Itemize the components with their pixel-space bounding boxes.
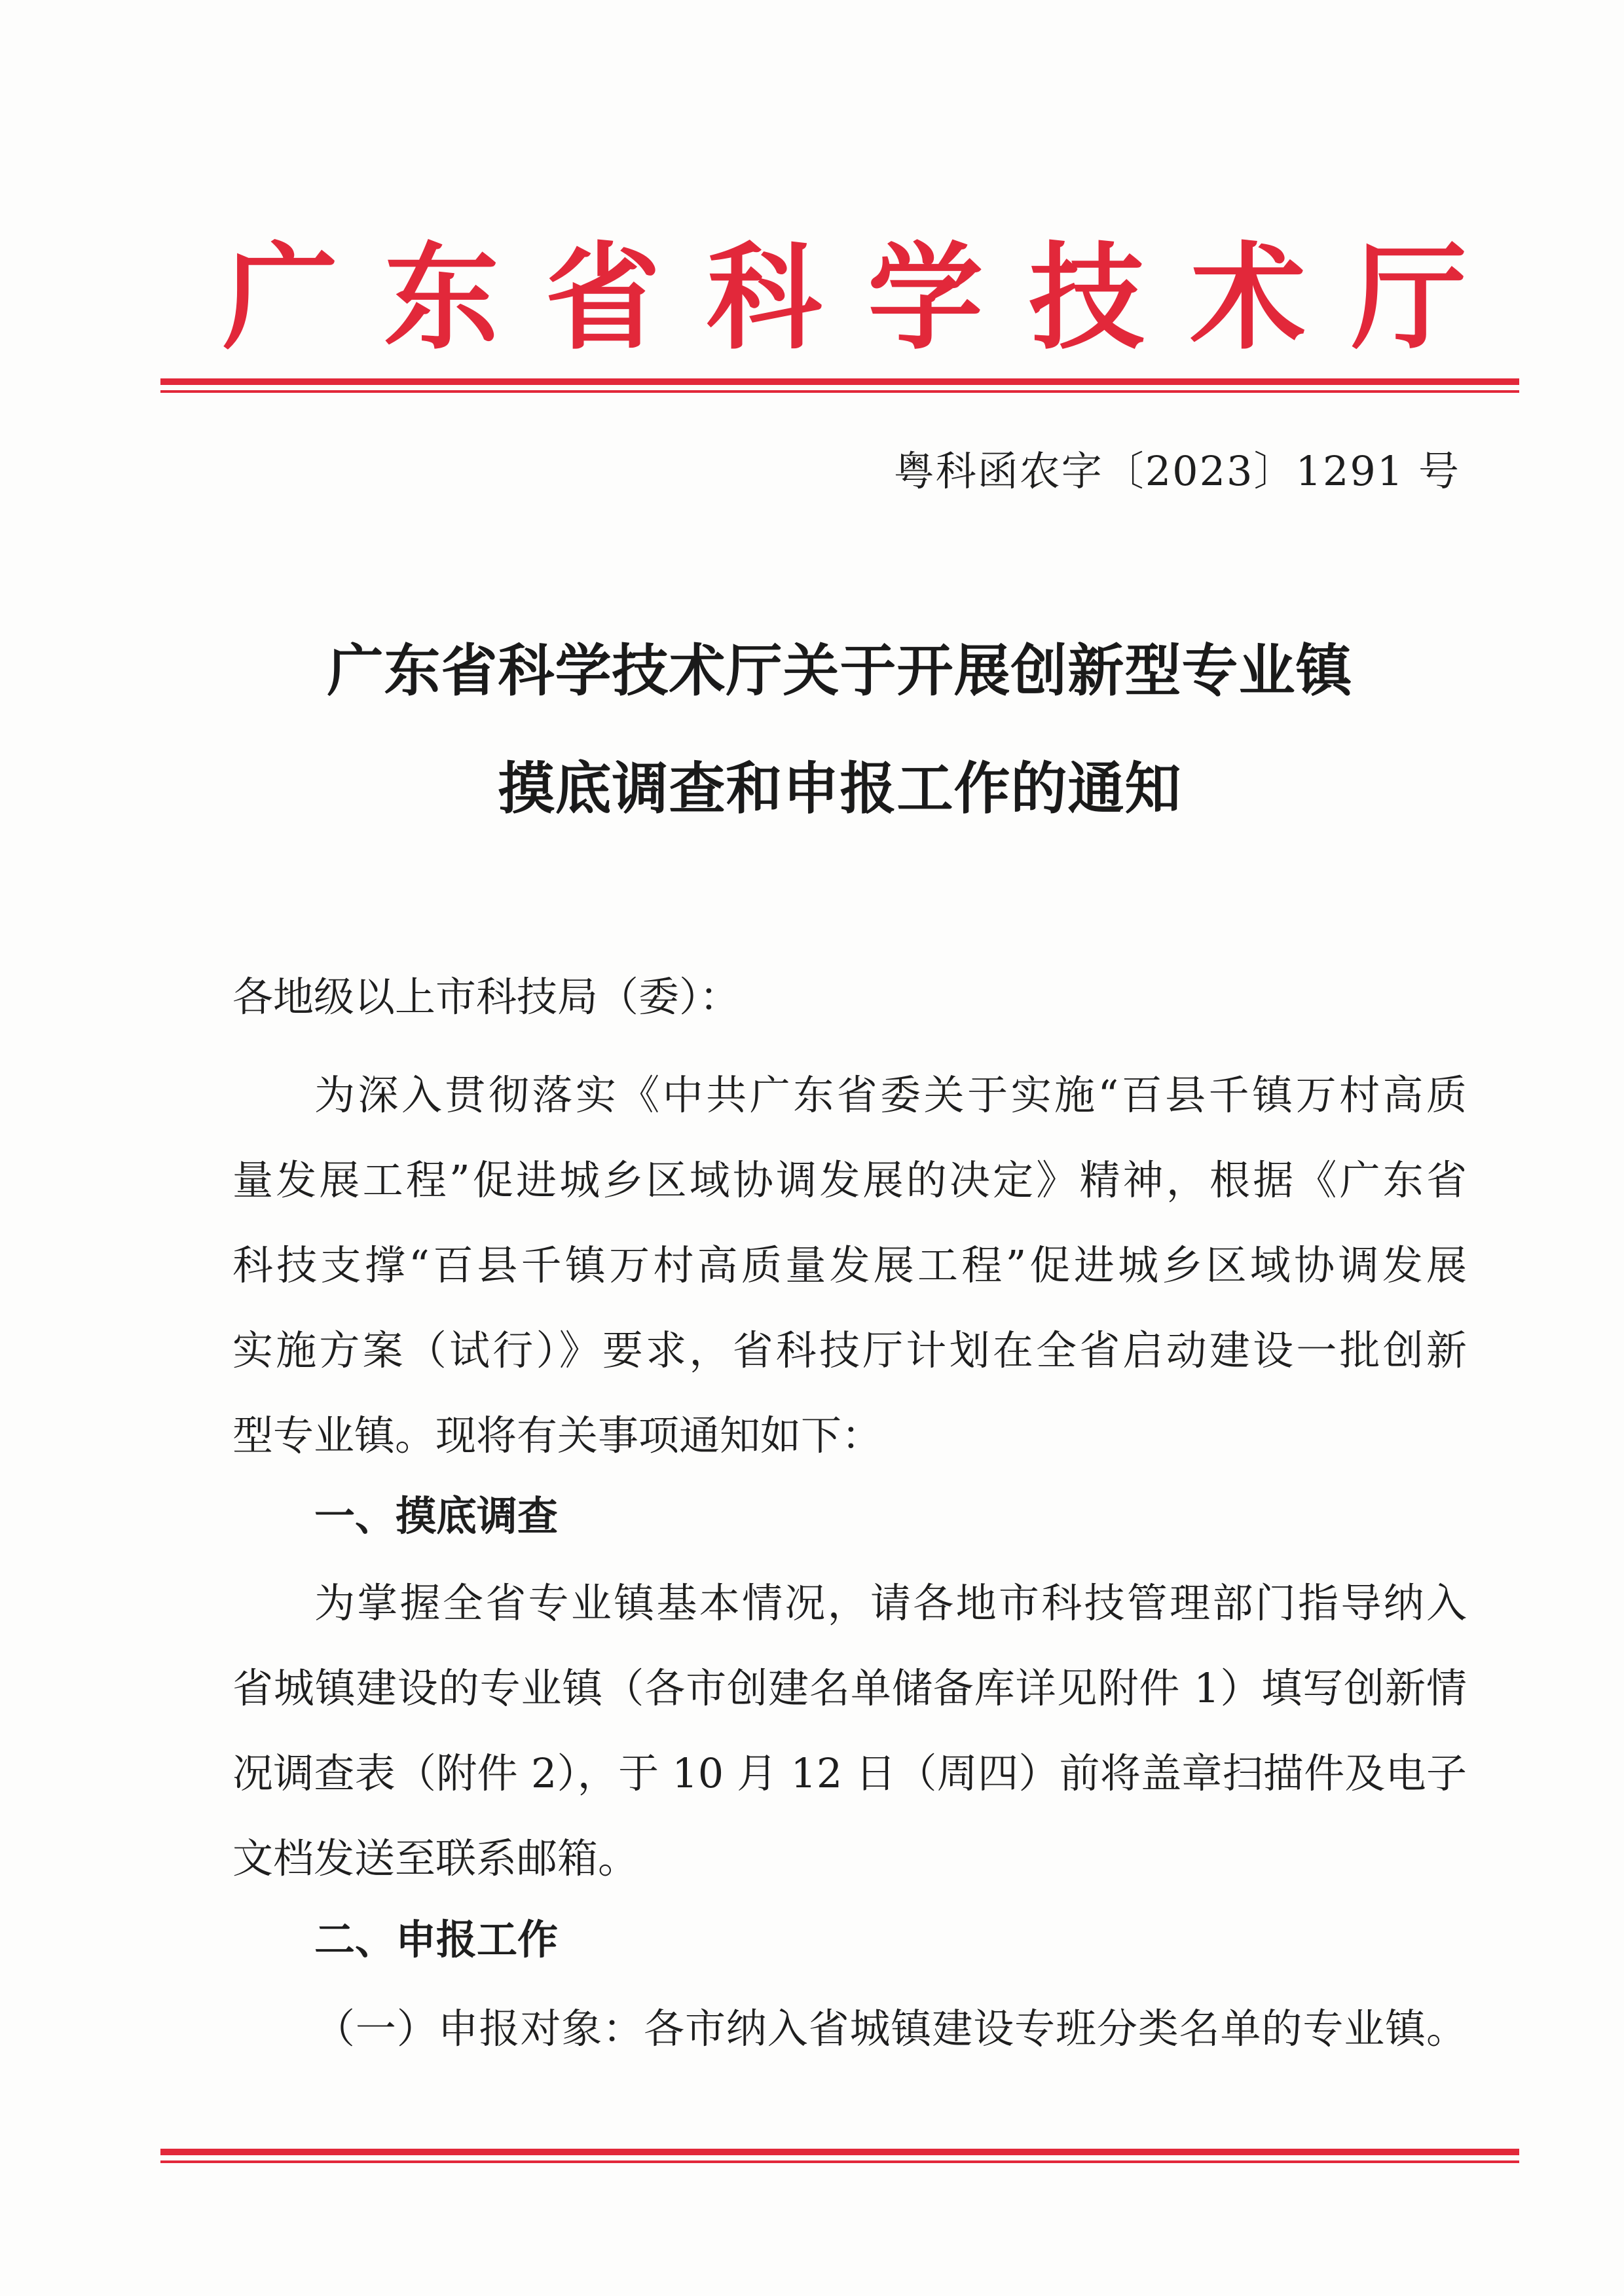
section-heading-2: 二、申报工作 (314, 1916, 559, 1963)
paragraph-line: 省城镇建设的专业镇（各市创建名单储备库详见附件 1）填写创新情 (232, 1664, 1467, 1712)
letterhead-char: 科 (706, 230, 822, 365)
paragraph-line: 况调查表（附件 2），于 10 月 12 日（周四）前将盖章扫描件及电子 (232, 1749, 1467, 1797)
letterhead-char: 省 (545, 230, 661, 365)
letterhead (223, 232, 1467, 363)
letterhead-char: 广 (223, 230, 339, 365)
header-rule-thin (160, 390, 1519, 393)
paragraph-line: 为深入贯彻落实《中共广东省委关于实施“百县千镇万村高质 (314, 1071, 1467, 1119)
footer-rule-thin (160, 2160, 1519, 2163)
letterhead-char: 学 (868, 230, 984, 365)
paragraph-line: 量发展工程”促进城乡区域协调发展的决定》精神，根据《广东省 (232, 1156, 1467, 1204)
letterhead-char: 技 (1029, 230, 1145, 365)
document-number: 粤科函农字〔2023〕1291 号 (893, 447, 1460, 495)
paragraph-line: 实施方案（试行）》要求，省科技厅计划在全省启动建设一批创新 (232, 1326, 1467, 1374)
paragraph-line: （一）申报对象：各市纳入省城镇建设专班分类名单的专业镇。 (314, 2005, 1467, 2052)
paragraph-line: 型专业镇。现将有关事项通知如下： (232, 1412, 883, 1459)
document-title-line-1: 广东省科学技术厅关于开展创新型专业镇 (327, 638, 1353, 704)
salutation: 各地级以上市科技局（委）： (232, 973, 741, 1021)
paragraph-line: 科技支撑“百县千镇万村高质量发展工程”促进城乡区域协调发展 (232, 1241, 1467, 1289)
letterhead-char: 东 (384, 230, 500, 365)
document-title-line-2: 摸底调查和申报工作的通知 (498, 756, 1182, 822)
header-rule-thick (160, 378, 1519, 385)
paragraph-line: 文档发送至联系邮箱。 (232, 1834, 639, 1882)
letterhead-char: 术 (1190, 230, 1306, 365)
footer-rule-thick (160, 2149, 1519, 2155)
section-heading-1: 一、摸底调查 (314, 1492, 559, 1540)
letterhead-char: 厅 (1351, 230, 1467, 365)
paragraph-line: 为掌握全省专业镇基本情况，请各地市科技管理部门指导纳入 (314, 1579, 1467, 1627)
